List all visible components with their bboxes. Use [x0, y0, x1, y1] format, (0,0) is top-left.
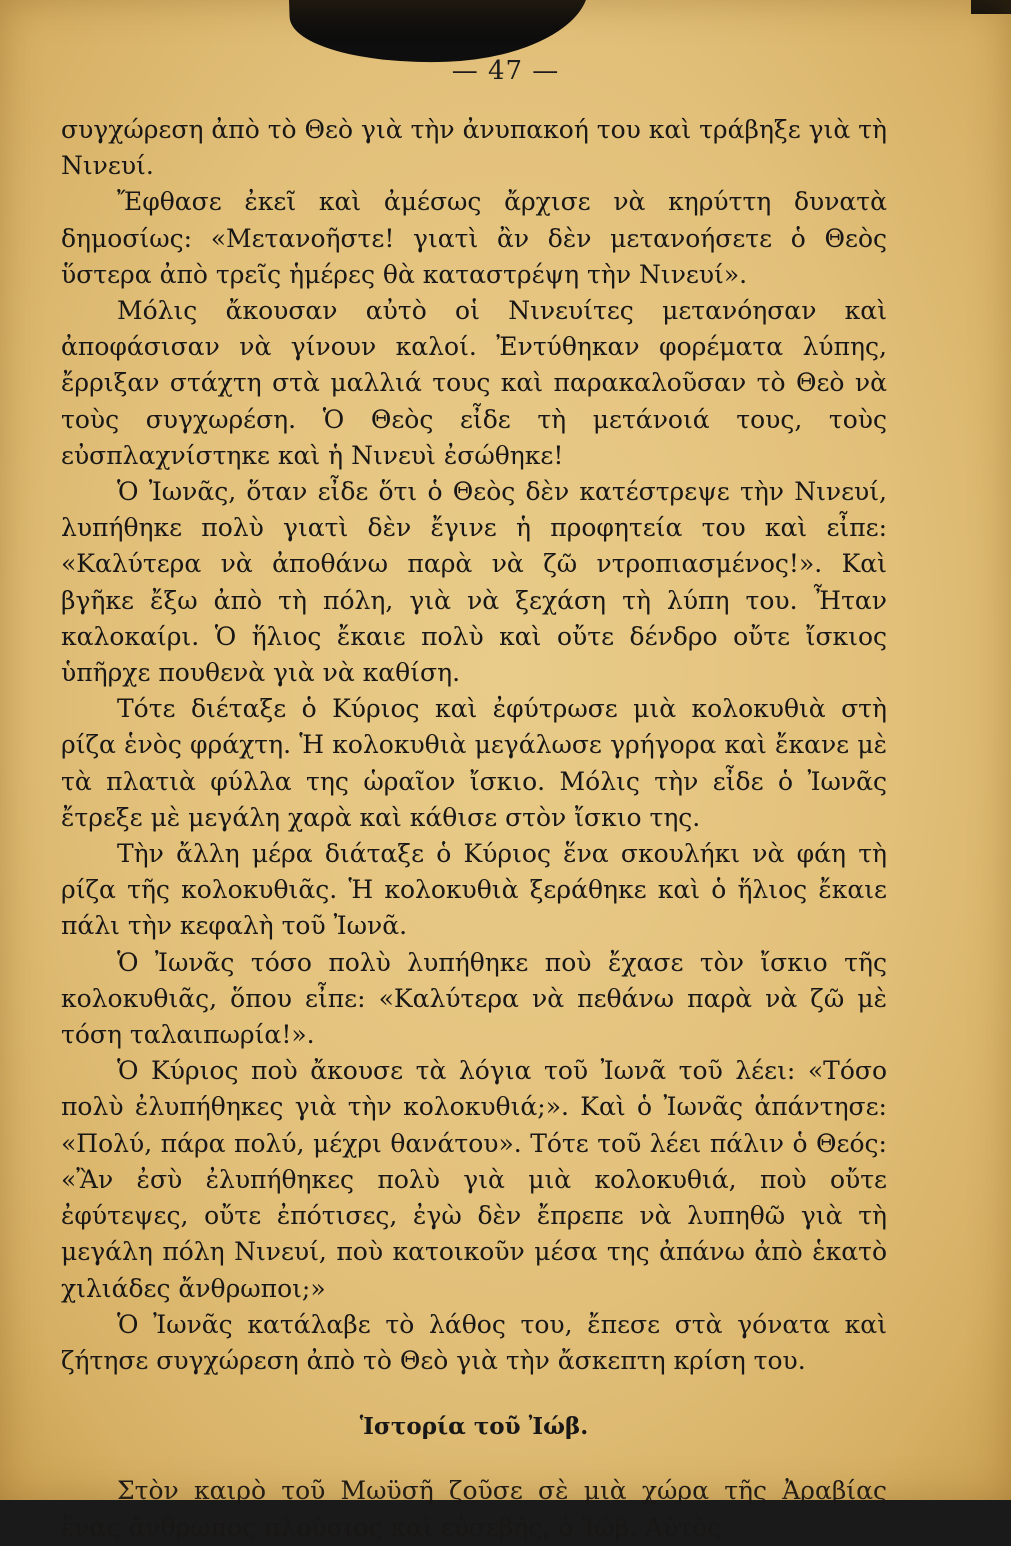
section-heading: Ἱστορία τοῦ Ἰώβ. — [359, 1413, 589, 1441]
paragraph: Ὁ Ἰωνᾶς, ὅταν εἶδε ὅτι ὁ Θεὸς δὲν κατέστρεψε τὴν Νινευί, λυπήθηκε πολὺ γιατὶ δὲν ἔγινε ἡ προφητεία του καὶ εἶπε: «Καλύτερα νὰ ἀποθάνω παρὰ νὰ ζῶ ντροπιασμένος!». Καὶ βγῆκε ἔξω ἀπὸ τὴ πόλη, γιὰ νὰ ξεχάση τὴ λύπη του. Ἦταν καλοκαίρι. Ὁ ἥλιος ἔκαιε πολὺ καὶ οὔτε δένδρο οὔτε ἴσκιος ὑπῆρχε πουθενὰ γιὰ νὰ καθίση. — [61, 477, 887, 688]
paragraph: Ὁ Ἰωνᾶς τόσο πολὺ λυπήθηκε ποὺ ἔχασε τὸν ἴσκιο τῆς κολοκυθιᾶς, ὅπου εἶπε: «Καλύτερα νὰ πεθάνω παρὰ νὰ ζῶ μὲ τόση ταλαιπωρία!». — [61, 947, 887, 1050]
paragraph: Τὴν ἄλλη μέρα διάταξε ὁ Κύριος ἕνα σκουλήκι νὰ φάη τὴ ρίζα τῆς κολοκυθιᾶς. Ἡ κολοκυθιὰ ξεράθηκε καὶ ὁ ἥλιος ἔκαιε πάλι τὴν κεφαλὴ τοῦ Ἰωνᾶ. — [61, 839, 887, 941]
paragraph: Ὁ Κύριος ποὺ ἄκουσε τὰ λόγια τοῦ Ἰωνᾶ τοῦ λέει: «Τόσο πολὺ ἐλυπήθηκες γιὰ τὴν κολοκυθιά;». Καὶ ὁ Ἰωνᾶς ἀπάντησε: «Πολύ, πάρα πολύ, μέχρι θανάτου». Τότε τοῦ λέει πάλιν ὁ Θεός: «Ἂν ἐσὺ ἐλυπήθηκες πολὺ γιὰ μιὰ κολοκυθιά, ποὺ οὔτε ἐφύτεψες, οὔτε ἐπότισες, ἐγὼ δὲν ἔπρεπε νὰ λυπηθῶ γιὰ τὴ μεγάλη πόλη Νινευί, ποὺ κατοικοῦν μέσα της ἀπάνω ἀπὸ ἑκατὸ χιλιάδες ἄνθρωποι;» — [61, 1056, 887, 1303]
page-number: — 47 — — [451, 56, 560, 86]
paragraph: Μόλις ἄκουσαν αὐτὸ οἱ Νινευίτες μετανόησαν καὶ ἀποφάσισαν νὰ γίνουν καλοί. Ἐντύθηκαν φορέματα λύπης, ἔρριξαν στάχτη στὰ μαλλιά τους καὶ παρακαλοῦσαν τὸ Θεὸ νὰ τοὺς συγχωρέση. Ὁ Θεὸς εἶδε τὴ μετάνοιά τους, τοὺς εὐσπλαχνίστηκε καὶ ἡ Νινευὶ ἐσώθηκε! — [61, 296, 887, 470]
paragraph: συγχώρεση ἀπὸ τὸ Θεὸ γιὰ τὴν ἀνυπακοή του καὶ τράβηξε γιὰ τὴ Νινευί. — [61, 115, 887, 181]
paragraph: Τότε διέταξε ὁ Κύριος καὶ ἐφύτρωσε μιὰ κολοκυθιὰ στὴ ρίζα ἑνὸς φράχτη. Ἡ κολοκυθιὰ μεγάλωσε γρήγορα καὶ ἔκανε μὲ τὰ πλατιὰ φύλλα της ὡραῖον ἴσκιο. Μόλις τὴν εἶδε ὁ Ἰωνᾶς ἔτρεξε μὲ μεγάλη χαρὰ καὶ κάθισε στὸν ἴσκιο της. — [61, 694, 887, 832]
paragraph: Ἔφθασε ἐκεῖ καὶ ἀμέσως ἄρχισε νὰ κηρύττη δυνατὰ δημοσίως: «Μετανοῆστε! γιατὶ ἂν δὲν μετανοήσετε ὁ Θεὸς ὕστερα ἀπὸ τρεῖς ἡμέρες θὰ καταστρέψη τὴν Νινευί». — [61, 187, 887, 289]
paragraph: Ὁ Ἰωνᾶς κατάλαβε τὸ λάθος του, ἔπεσε στὰ γόνατα καὶ ζήτησε συγχώρεση ἀπὸ τὸ Θεὸ γιὰ τὴν ἄσκεπτη κρίση του. — [61, 1309, 887, 1375]
body-text — [61, 112, 887, 1546]
torn-edge — [971, 0, 1011, 14]
paragraph: Στὸν καιρὸ τοῦ Μωϋσῆ ζοῦσε σὲ μιὰ χώρα τῆς Ἀραβίας ἕνας ἄνθρωπος πλούσιος καὶ εὐσεβής, ὁ Ἰώβ. Αὐτὸς — [61, 1476, 887, 1542]
